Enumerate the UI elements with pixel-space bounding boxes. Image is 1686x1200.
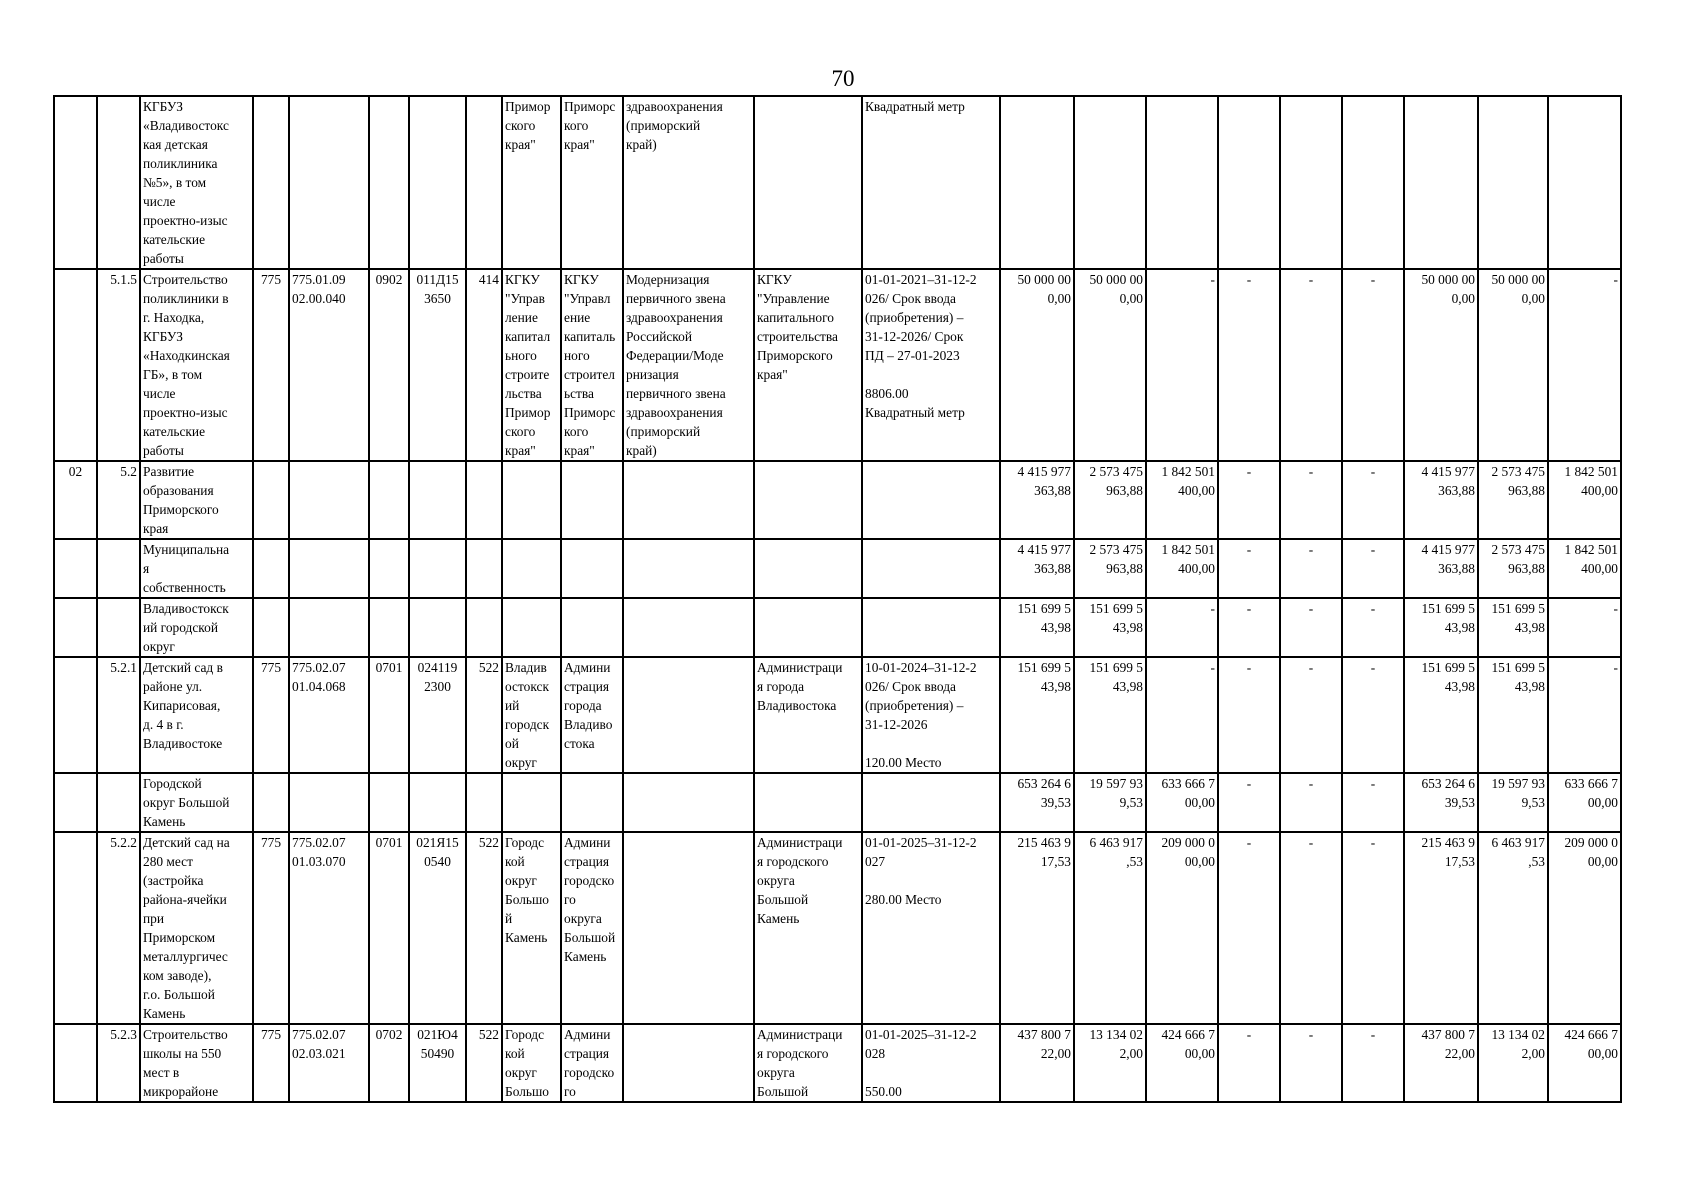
cell-col-section (369, 539, 409, 598)
cell-col-year4 (1280, 96, 1342, 269)
cell-col-year2: 424 666 7 00,00 (1146, 1024, 1218, 1102)
cell-col-year3: - (1218, 598, 1280, 657)
cell-col-operator (754, 773, 862, 832)
cell-col-kbk: 775.01.09 02.00.040 (289, 269, 369, 461)
cell-col-grbs: 775 (253, 832, 289, 1024)
cell-col-section: 0701 (369, 657, 409, 773)
cell-col-year4: - (1280, 832, 1342, 1024)
cell-col-total: 151 699 5 43,98 (1000, 657, 1074, 773)
cell-col-number (97, 96, 140, 269)
cell-col-code (54, 832, 97, 1024)
cell-col-kbk (289, 539, 369, 598)
cell-col-type (466, 773, 502, 832)
cell-col-operator (754, 461, 862, 539)
cell-col-fin-year2: 209 000 0 00,00 (1548, 832, 1621, 1024)
cell-col-target: 021Я15 0540 (409, 832, 466, 1024)
cell-col-term: Квадратный метр (862, 96, 1000, 269)
cell-col-fin-year1: 6 463 917 ,53 (1478, 832, 1548, 1024)
cell-col-developer: Админи страция города Владиво стока (561, 657, 623, 773)
cell-col-term: 01-01-2025–31-12-2 027 280.00 Место (862, 832, 1000, 1024)
cell-col-project (623, 598, 754, 657)
cell-col-type (466, 461, 502, 539)
cell-col-number (97, 598, 140, 657)
cell-col-customer: КГКУ "Управ ление капитал ьного строите льства Примор ского края" (502, 269, 561, 461)
cell-col-fin-year2: 424 666 7 00,00 (1548, 1024, 1621, 1102)
cell-col-year1: 151 699 5 43,98 (1074, 657, 1146, 773)
cell-col-total: 4 415 977 363,88 (1000, 539, 1074, 598)
cell-col-developer: Админи страция городско го округа Большой Камень (561, 832, 623, 1024)
cell-col-developer: Приморс кого края" (561, 96, 623, 269)
cell-col-type: 414 (466, 269, 502, 461)
cell-col-year3: - (1218, 657, 1280, 773)
cell-col-developer (561, 773, 623, 832)
cell-col-section (369, 461, 409, 539)
cell-col-operator: Администраци я городского округа Большой Камень (754, 832, 862, 1024)
cell-col-year3: - (1218, 1024, 1280, 1102)
cell-col-year2: 1 842 501 400,00 (1146, 539, 1218, 598)
cell-col-fin-year1: 2 573 475 963,88 (1478, 539, 1548, 598)
cell-col-fin-total: 215 463 9 17,53 (1404, 832, 1478, 1024)
cell-col-year1: 19 597 93 9,53 (1074, 773, 1146, 832)
cell-col-developer: КГКУ "Управл ение капиталь ного строител ьства Приморс кого края" (561, 269, 623, 461)
cell-col-year4: - (1280, 461, 1342, 539)
cell-col-year2: - (1146, 269, 1218, 461)
cell-col-year5 (1342, 96, 1404, 269)
cell-col-grbs (253, 461, 289, 539)
cell-col-year3: - (1218, 269, 1280, 461)
cell-col-term: 01-01-2025–31-12-2 028 550.00 (862, 1024, 1000, 1102)
cell-col-term (862, 598, 1000, 657)
table-row (54, 1024, 1621, 1102)
cell-col-year5: - (1342, 269, 1404, 461)
cell-col-operator: КГКУ "Управление капитального строительства Приморского края" (754, 269, 862, 461)
cell-col-year1: 2 573 475 963,88 (1074, 461, 1146, 539)
cell-col-year1: 2 573 475 963,88 (1074, 539, 1146, 598)
cell-col-customer (502, 773, 561, 832)
cell-col-year3: - (1218, 539, 1280, 598)
cell-col-grbs (253, 773, 289, 832)
table-row (54, 598, 1621, 657)
cell-col-year5: - (1342, 598, 1404, 657)
cell-col-kbk: 775.02.07 01.04.068 (289, 657, 369, 773)
cell-col-section: 0702 (369, 1024, 409, 1102)
cell-col-fin-total (1404, 96, 1478, 269)
cell-col-number (97, 539, 140, 598)
cell-col-year3: - (1218, 461, 1280, 539)
cell-col-year4: - (1280, 773, 1342, 832)
cell-col-name: Детский сад на 280 мест (застройка района-ячейки при Приморском металлургичес ком заводе), г.о. Большой Камень (140, 832, 253, 1024)
cell-col-section: 0701 (369, 832, 409, 1024)
cell-col-number: 5.2 (97, 461, 140, 539)
cell-col-year5: - (1342, 657, 1404, 773)
cell-col-grbs (253, 539, 289, 598)
table-row (54, 269, 1621, 461)
cell-col-project (623, 539, 754, 598)
cell-col-year3: - (1218, 773, 1280, 832)
cell-col-term: 10-01-2024–31-12-2 026/ Срок ввода (приобретения) – 31-12-2026 120.00 Место (862, 657, 1000, 773)
cell-col-developer (561, 461, 623, 539)
cell-col-target (409, 773, 466, 832)
cell-col-number (97, 773, 140, 832)
cell-col-kbk (289, 598, 369, 657)
cell-col-year5: - (1342, 461, 1404, 539)
cell-col-name: Владивостокск ий городской округ (140, 598, 253, 657)
cell-col-project: Модернизация первичного звена здравоохранения Российской Федерации/Моде рнизация первичного звена здравоохранения (приморский край) (623, 269, 754, 461)
cell-col-project (623, 832, 754, 1024)
cell-col-fin-total: 50 000 00 0,00 (1404, 269, 1478, 461)
cell-col-year1: 13 134 02 2,00 (1074, 1024, 1146, 1102)
cell-col-name: Строительство школы на 550 мест в микрорайоне (140, 1024, 253, 1102)
cell-col-year5: - (1342, 1024, 1404, 1102)
cell-col-year5: - (1342, 539, 1404, 598)
cell-col-fin-total: 151 699 5 43,98 (1404, 598, 1478, 657)
cell-col-grbs: 775 (253, 657, 289, 773)
page-number: 70 (831, 66, 855, 91)
cell-col-term (862, 773, 1000, 832)
cell-col-project (623, 1024, 754, 1102)
cell-col-fin-year2 (1548, 96, 1621, 269)
cell-col-code (54, 1024, 97, 1102)
cell-col-project (623, 657, 754, 773)
cell-col-customer: Владив остокск ий городск ой округ (502, 657, 561, 773)
cell-col-name: КГБУЗ «Владивостокс кая детская поликлиника №5», в том числе проектно-изыс кательские работы (140, 96, 253, 269)
cell-col-grbs (253, 598, 289, 657)
cell-col-grbs: 775 (253, 1024, 289, 1102)
cell-col-customer: Примор ского края" (502, 96, 561, 269)
cell-col-code (54, 539, 97, 598)
cell-col-year4: - (1280, 539, 1342, 598)
program-table (53, 95, 1622, 1103)
cell-col-section (369, 773, 409, 832)
cell-col-type: 522 (466, 832, 502, 1024)
cell-col-operator (754, 96, 862, 269)
cell-col-developer (561, 539, 623, 598)
cell-col-total: 437 800 7 22,00 (1000, 1024, 1074, 1102)
cell-col-year1: 6 463 917 ,53 (1074, 832, 1146, 1024)
table-row (54, 657, 1621, 773)
cell-col-total (1000, 96, 1074, 269)
cell-col-name: Муниципальна я собственность (140, 539, 253, 598)
cell-col-fin-total: 653 264 6 39,53 (1404, 773, 1478, 832)
cell-col-grbs: 775 (253, 269, 289, 461)
cell-col-fin-year2: - (1548, 269, 1621, 461)
cell-col-total: 4 415 977 363,88 (1000, 461, 1074, 539)
cell-col-target: 021Ю4 50490 (409, 1024, 466, 1102)
cell-col-project (623, 461, 754, 539)
cell-col-target: 011Д15 3650 (409, 269, 466, 461)
cell-col-name: Городской округ Большой Камень (140, 773, 253, 832)
cell-col-fin-year1: 151 699 5 43,98 (1478, 598, 1548, 657)
cell-col-kbk: 775.02.07 01.03.070 (289, 832, 369, 1024)
cell-col-code (54, 773, 97, 832)
cell-col-project: здравоохранения (приморский край) (623, 96, 754, 269)
cell-col-fin-year1 (1478, 96, 1548, 269)
cell-col-year2 (1146, 96, 1218, 269)
cell-col-kbk (289, 773, 369, 832)
cell-col-name: Строительство поликлиники в г. Находка, КГБУЗ «Находкинская ГБ», в том числе проектно-изыс кательские работы (140, 269, 253, 461)
table-row (54, 773, 1621, 832)
cell-col-fin-total: 437 800 7 22,00 (1404, 1024, 1478, 1102)
cell-col-kbk (289, 461, 369, 539)
cell-col-operator (754, 598, 862, 657)
table-row (54, 539, 1621, 598)
cell-col-code (54, 657, 97, 773)
table-row (54, 461, 1621, 539)
cell-col-code (54, 598, 97, 657)
cell-col-fin-total: 4 415 977 363,88 (1404, 539, 1478, 598)
cell-col-customer (502, 461, 561, 539)
cell-col-section: 0902 (369, 269, 409, 461)
cell-col-type: 522 (466, 657, 502, 773)
cell-col-year4: - (1280, 269, 1342, 461)
cell-col-type (466, 96, 502, 269)
cell-col-year1 (1074, 96, 1146, 269)
cell-col-type (466, 598, 502, 657)
cell-col-code (54, 269, 97, 461)
cell-col-type: 522 (466, 1024, 502, 1102)
cell-col-fin-year1: 151 699 5 43,98 (1478, 657, 1548, 773)
cell-col-year4: - (1280, 657, 1342, 773)
cell-col-fin-year1: 2 573 475 963,88 (1478, 461, 1548, 539)
cell-col-type (466, 539, 502, 598)
table-row (54, 832, 1621, 1024)
table-row (54, 96, 1621, 269)
cell-col-fin-year2: 1 842 501 400,00 (1548, 461, 1621, 539)
cell-col-developer (561, 598, 623, 657)
cell-col-number: 5.2.3 (97, 1024, 140, 1102)
cell-col-customer (502, 598, 561, 657)
cell-col-operator: Администраци я города Владивостока (754, 657, 862, 773)
cell-col-customer: Городс кой округ Большо й Камень (502, 832, 561, 1024)
cell-col-project (623, 773, 754, 832)
cell-col-customer: Городс кой округ Большо (502, 1024, 561, 1102)
cell-col-total: 653 264 6 39,53 (1000, 773, 1074, 832)
cell-col-target (409, 539, 466, 598)
cell-col-number: 5.2.2 (97, 832, 140, 1024)
cell-col-year3 (1218, 96, 1280, 269)
cell-col-section (369, 598, 409, 657)
cell-col-fin-year2: 633 666 7 00,00 (1548, 773, 1621, 832)
cell-col-fin-year1: 50 000 00 0,00 (1478, 269, 1548, 461)
cell-col-fin-year1: 13 134 02 2,00 (1478, 1024, 1548, 1102)
cell-col-year2: - (1146, 598, 1218, 657)
cell-col-year2: 209 000 0 00,00 (1146, 832, 1218, 1024)
cell-col-name: Детский сад в районе ул. Кипарисовая, д. 4 в г. Владивостоке (140, 657, 253, 773)
cell-col-kbk: 775.02.07 02.03.021 (289, 1024, 369, 1102)
cell-col-code (54, 96, 97, 269)
cell-col-section (369, 96, 409, 269)
cell-col-code: 02 (54, 461, 97, 539)
cell-col-fin-year2: - (1548, 598, 1621, 657)
cell-col-number: 5.2.1 (97, 657, 140, 773)
cell-col-fin-year2: - (1548, 657, 1621, 773)
cell-col-term (862, 461, 1000, 539)
cell-col-total: 50 000 00 0,00 (1000, 269, 1074, 461)
cell-col-customer (502, 539, 561, 598)
cell-col-year5: - (1342, 773, 1404, 832)
cell-col-target (409, 598, 466, 657)
cell-col-operator (754, 539, 862, 598)
cell-col-fin-total: 151 699 5 43,98 (1404, 657, 1478, 773)
cell-col-fin-year2: 1 842 501 400,00 (1548, 539, 1621, 598)
cell-col-year2: 1 842 501 400,00 (1146, 461, 1218, 539)
cell-col-name: Развитие образования Приморского края (140, 461, 253, 539)
cell-col-year2: - (1146, 657, 1218, 773)
cell-col-year2: 633 666 7 00,00 (1146, 773, 1218, 832)
cell-col-fin-year1: 19 597 93 9,53 (1478, 773, 1548, 832)
cell-col-year4: - (1280, 598, 1342, 657)
cell-col-year4: - (1280, 1024, 1342, 1102)
cell-col-target (409, 461, 466, 539)
cell-col-grbs (253, 96, 289, 269)
cell-col-number: 5.1.5 (97, 269, 140, 461)
cell-col-kbk (289, 96, 369, 269)
cell-col-target (409, 96, 466, 269)
cell-col-term (862, 539, 1000, 598)
cell-col-term: 01-01-2021–31-12-2 026/ Срок ввода (приобретения) – 31-12-2026/ Срок ПД – 27-01-2023 8806.00 Квадратный метр (862, 269, 1000, 461)
cell-col-year3: - (1218, 832, 1280, 1024)
cell-col-fin-total: 4 415 977 363,88 (1404, 461, 1478, 539)
cell-col-year1: 151 699 5 43,98 (1074, 598, 1146, 657)
cell-col-target: 024119 2300 (409, 657, 466, 773)
cell-col-year1: 50 000 00 0,00 (1074, 269, 1146, 461)
cell-col-operator: Администраци я городского округа Большой (754, 1024, 862, 1102)
cell-col-total: 215 463 9 17,53 (1000, 832, 1074, 1024)
cell-col-developer: Админи страция городско го (561, 1024, 623, 1102)
cell-col-total: 151 699 5 43,98 (1000, 598, 1074, 657)
cell-col-year5: - (1342, 832, 1404, 1024)
